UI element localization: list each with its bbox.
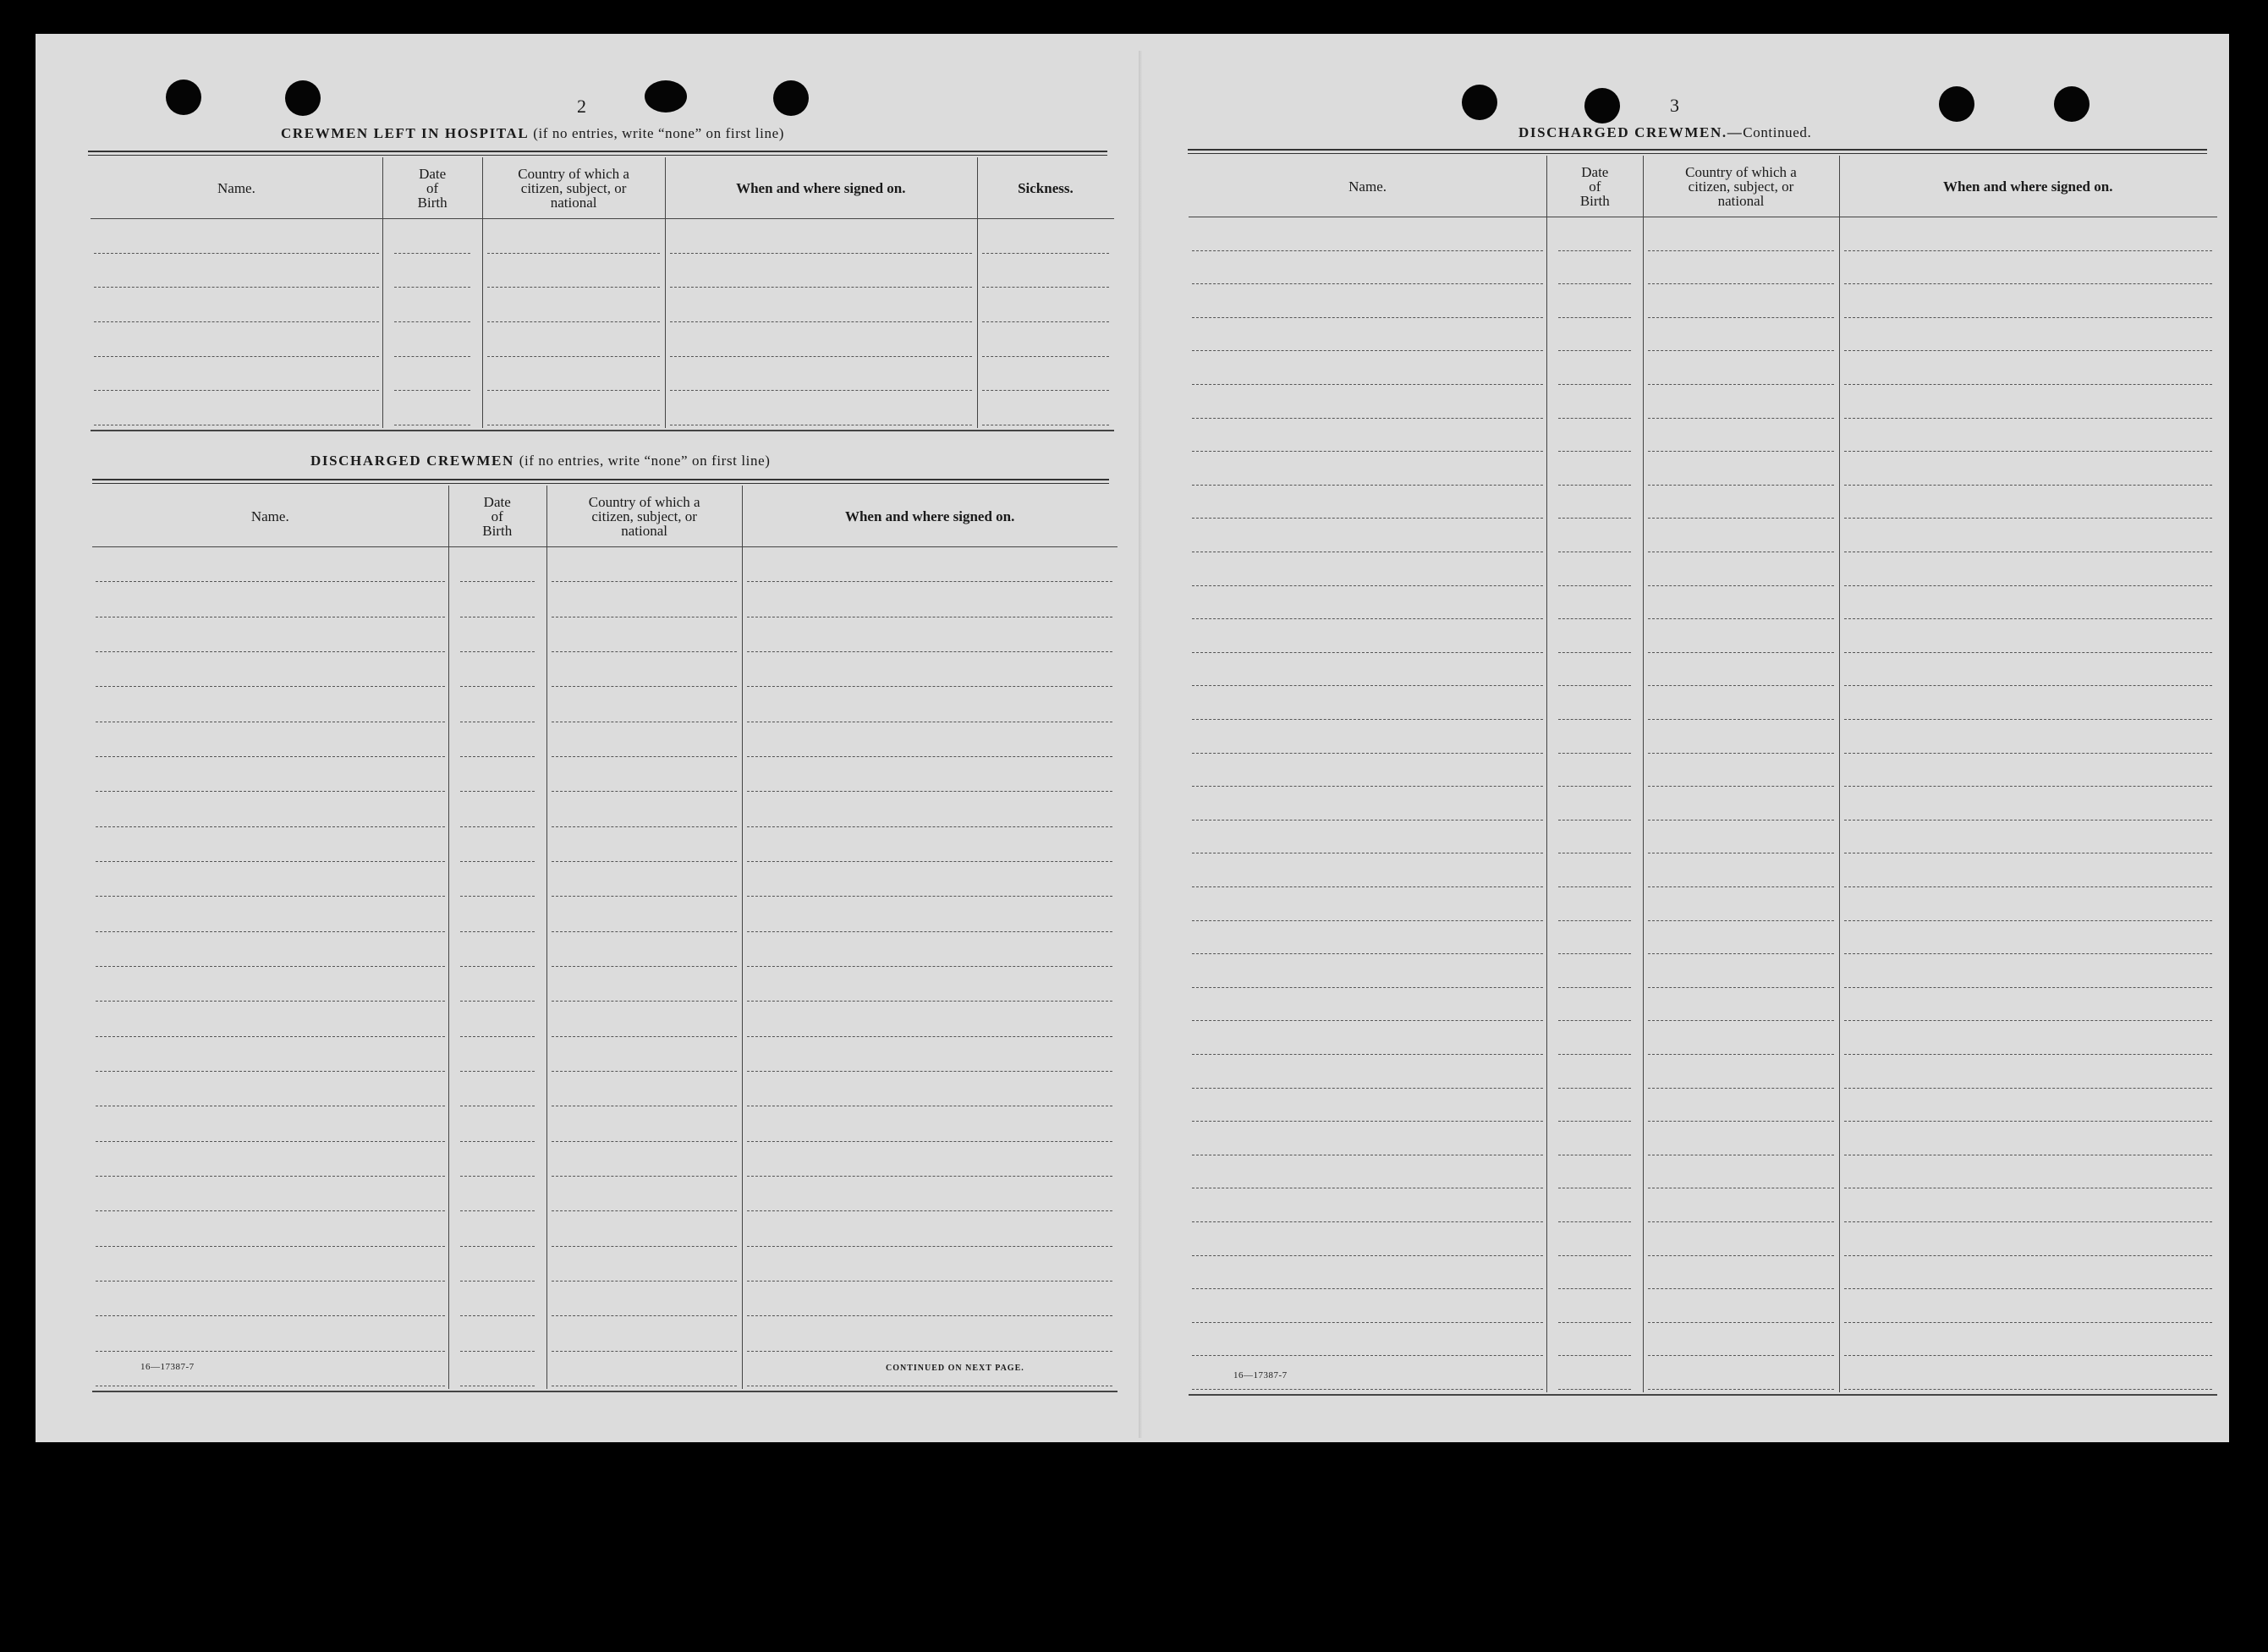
entry-line: [1558, 1121, 1631, 1122]
column-header-0: Name.: [250, 508, 289, 524]
entry-line: [552, 1315, 737, 1316]
entry-line: [1192, 1389, 1543, 1390]
entry-line: [1558, 685, 1631, 686]
entry-line: [460, 1001, 535, 1002]
entry-line: [1648, 283, 1833, 284]
entry-line: [1844, 1355, 2212, 1356]
entry-line: [747, 1001, 1112, 1002]
entry-line: [94, 390, 379, 391]
entry-line: [96, 1036, 445, 1037]
entry-line: [1844, 518, 2212, 519]
entry-line: [1844, 786, 2212, 787]
entry-line: [552, 1281, 737, 1282]
entry-line: [1192, 317, 1543, 318]
entry-line: [552, 1210, 737, 1211]
hospital-table: [91, 157, 1114, 428]
entry-line: [1192, 1322, 1543, 1323]
discharged-continued-text: DISCHARGED CREWMEN.—: [1518, 124, 1744, 140]
entry-line: [747, 1351, 1112, 1352]
entry-line: [1192, 350, 1543, 351]
entry-line: [747, 1176, 1112, 1177]
entry-line: [1192, 1255, 1543, 1256]
entry-line: [460, 896, 535, 897]
entry-line: [1192, 786, 1543, 787]
entry-line: [1844, 1221, 2212, 1222]
entry-line: [1844, 1255, 2212, 1256]
entry-line: [94, 356, 379, 357]
right-page: [1142, 34, 2229, 1442]
entry-line: [1844, 1322, 2212, 1323]
entry-line: [670, 321, 972, 322]
entry-line: [94, 253, 379, 254]
entry-line: [1648, 317, 1833, 318]
entry-line: [394, 321, 471, 322]
entry-line: [552, 756, 737, 757]
column-header-3: When and where signed on.: [736, 179, 906, 196]
entry-line: [96, 931, 445, 932]
column-divider: [546, 486, 547, 1389]
entry-line: [1648, 1255, 1833, 1256]
entry-line: [1648, 585, 1833, 586]
column-divider: [1643, 156, 1644, 1392]
hospital-title-rule: [88, 151, 1107, 156]
entry-line: [552, 581, 737, 582]
entry-line: [1844, 384, 2212, 385]
entry-line: [96, 1246, 445, 1247]
table-bottom-rule: [91, 430, 1114, 431]
entry-line: [747, 861, 1112, 862]
entry-line: [460, 791, 535, 792]
entry-line: [552, 651, 737, 652]
entry-line: [1844, 753, 2212, 754]
punch-hole-icon: [645, 80, 687, 113]
entry-line: [1648, 1355, 1833, 1356]
entry-line: [1192, 451, 1543, 452]
hospital-note-close: ” on first line): [695, 125, 784, 141]
entry-line: [552, 861, 737, 862]
entry-line: [747, 896, 1112, 897]
entry-line: [1844, 1121, 2212, 1122]
entry-line: [1844, 1054, 2212, 1055]
entry-line: [1648, 953, 1833, 954]
entry-line: [487, 253, 659, 254]
entry-line: [460, 861, 535, 862]
entry-line: [1558, 485, 1631, 486]
entry-line: [1558, 1322, 1631, 1323]
entry-line: [1844, 685, 2212, 686]
entry-line: [1558, 585, 1631, 586]
entry-line: [1844, 350, 2212, 351]
entry-line: [747, 1246, 1112, 1247]
column-divider: [448, 486, 449, 1389]
entry-line: [1558, 786, 1631, 787]
entry-line: [747, 791, 1112, 792]
entry-line: [1558, 953, 1631, 954]
entry-line: [747, 651, 1112, 652]
entry-line: [1192, 1121, 1543, 1122]
entry-line: [1558, 384, 1631, 385]
entry-line: [552, 896, 737, 897]
entry-line: [1192, 618, 1543, 619]
entry-line: [1558, 350, 1631, 351]
hospital-note-none: none: [665, 125, 695, 141]
entry-line: [1648, 719, 1833, 720]
entry-line: [1558, 1288, 1631, 1289]
entry-line: [1648, 1121, 1833, 1122]
entry-line: [1844, 485, 2212, 486]
entry-line: [96, 1141, 445, 1142]
entry-line: [982, 253, 1109, 254]
entry-line: [1648, 350, 1833, 351]
entry-line: [552, 966, 737, 967]
discharged-note-none: none: [651, 453, 682, 469]
entry-line: [460, 931, 535, 932]
entry-line: [96, 686, 445, 687]
punch-hole-icon: [773, 80, 809, 116]
entry-line: [1558, 1355, 1631, 1356]
right-discharged-table: [1189, 156, 2217, 1392]
entry-line: [487, 321, 659, 322]
entry-line: [1192, 1020, 1543, 1021]
column-divider: [1839, 156, 1840, 1392]
entry-line: [1558, 987, 1631, 988]
entry-line: [670, 356, 972, 357]
entry-line: [747, 1315, 1112, 1316]
entry-line: [1192, 283, 1543, 284]
entry-line: [460, 1036, 535, 1037]
entry-line: [1648, 987, 1833, 988]
entry-line: [1558, 1389, 1631, 1390]
continued-suffix: Continued.: [1743, 124, 1812, 140]
entry-line: [96, 756, 445, 757]
entry-line: [1844, 1389, 2212, 1390]
entry-line: [460, 1071, 535, 1072]
entry-line: [94, 287, 379, 288]
entry-line: [747, 931, 1112, 932]
entry-line: [982, 321, 1109, 322]
entry-line: [1648, 518, 1833, 519]
entry-line: [1558, 418, 1631, 419]
entry-line: [670, 287, 972, 288]
entry-line: [1192, 1355, 1543, 1356]
entry-line: [460, 1141, 535, 1142]
entry-line: [552, 1176, 737, 1177]
entry-line: [1558, 1255, 1631, 1256]
entry-line: [552, 826, 737, 827]
entry-line: [394, 287, 471, 288]
column-divider: [1546, 156, 1547, 1392]
entry-line: [1844, 283, 2212, 284]
page-number: 2: [577, 96, 586, 117]
column-divider: [742, 486, 743, 1389]
discharged-title-text: DISCHARGED CREWMEN: [310, 453, 514, 469]
entry-line: [487, 356, 659, 357]
entry-line: [1558, 283, 1631, 284]
entry-line: [747, 1141, 1112, 1142]
entry-line: [1844, 719, 2212, 720]
entry-line: [1558, 1054, 1631, 1055]
entry-line: [1558, 317, 1631, 318]
left-page: [36, 34, 1144, 1442]
entry-line: [96, 826, 445, 827]
entry-line: [394, 253, 471, 254]
discharged-note-close: ” on first line): [681, 453, 771, 469]
entry-line: [1192, 1221, 1543, 1222]
entry-line: [1558, 753, 1631, 754]
header-rule: [91, 218, 1114, 219]
entry-line: [1558, 886, 1631, 887]
entry-line: [1558, 1221, 1631, 1222]
punch-hole-icon: [1584, 88, 1620, 123]
entry-line: [1844, 920, 2212, 921]
entry-line: [96, 1351, 445, 1352]
entry-line: [1558, 1088, 1631, 1089]
entry-line: [982, 390, 1109, 391]
punch-hole-icon: [1939, 86, 1974, 122]
table-bottom-rule: [1189, 1394, 2217, 1396]
column-header-2: Country of which a citizen, subject, or national: [1685, 163, 1797, 209]
entry-line: [1558, 652, 1631, 653]
entry-line: [1192, 1088, 1543, 1089]
entry-line: [460, 1281, 535, 1282]
entry-line: [552, 1036, 737, 1037]
form-code: 16—17387-7: [140, 1362, 195, 1372]
entry-line: [96, 861, 445, 862]
column-header-2: Country of which a citizen, subject, or national: [518, 165, 629, 211]
entry-line: [1648, 250, 1833, 251]
entry-line: [1648, 920, 1833, 921]
entry-line: [1192, 652, 1543, 653]
column-header-3: When and where signed on.: [1943, 178, 2113, 195]
entry-line: [1192, 719, 1543, 720]
entry-line: [1648, 1088, 1833, 1089]
entry-line: [1192, 1288, 1543, 1289]
hospital-title-text: CREWMEN LEFT IN HOSPITAL: [281, 125, 529, 141]
entry-line: [747, 1281, 1112, 1282]
hospital-title-note: [533, 125, 784, 141]
entry-line: [460, 826, 535, 827]
entry-line: [552, 1071, 737, 1072]
entry-line: [96, 1001, 445, 1002]
entry-line: [982, 287, 1109, 288]
entry-line: [96, 1281, 445, 1282]
entry-line: [982, 356, 1109, 357]
entry-line: [1648, 485, 1833, 486]
entry-line: [1192, 753, 1543, 754]
entry-line: [1844, 1288, 2212, 1289]
entry-line: [1844, 250, 2212, 251]
column-header-1: Date of Birth: [417, 165, 448, 211]
entry-line: [1648, 1322, 1833, 1323]
entry-line: [1192, 418, 1543, 419]
discharged-note-open: (if no entries, write “: [519, 453, 651, 469]
entry-line: [552, 931, 737, 932]
entry-line: [552, 1351, 737, 1352]
entry-line: [1648, 786, 1833, 787]
page-number: 3: [1670, 95, 1679, 116]
column-header-1: Date of Birth: [482, 493, 513, 539]
entry-line: [460, 1315, 535, 1316]
continued-title-rule: [1188, 149, 2207, 154]
entry-line: [1844, 585, 2212, 586]
entry-line: [1192, 585, 1543, 586]
entry-line: [1558, 518, 1631, 519]
discharged-title-note: [519, 453, 771, 469]
column-header-4: Sickness.: [1018, 179, 1074, 196]
header-rule: [92, 546, 1118, 547]
column-header-0: Name.: [217, 179, 255, 196]
entry-line: [1648, 753, 1833, 754]
entry-line: [96, 1176, 445, 1177]
column-header-0: Name.: [1348, 178, 1387, 195]
entry-line: [1648, 384, 1833, 385]
entry-line: [1648, 451, 1833, 452]
entry-line: [1558, 920, 1631, 921]
left-discharged-table: [92, 486, 1118, 1389]
entry-line: [96, 651, 445, 652]
entry-line: [1192, 987, 1543, 988]
entry-line: [670, 253, 972, 254]
entry-line: [460, 1176, 535, 1177]
entry-line: [1844, 1088, 2212, 1089]
entry-line: [747, 1210, 1112, 1211]
hospital-section-title: [281, 125, 784, 142]
entry-line: [1192, 685, 1543, 686]
entry-line: [460, 686, 535, 687]
entry-line: [460, 651, 535, 652]
entry-line: [1558, 820, 1631, 821]
entry-line: [1648, 618, 1833, 619]
entry-line: [460, 756, 535, 757]
entry-line: [1648, 418, 1833, 419]
entry-line: [1192, 886, 1543, 887]
entry-line: [96, 966, 445, 967]
entry-line: [747, 826, 1112, 827]
punch-hole-icon: [2054, 86, 2090, 122]
entry-line: [1648, 1020, 1833, 1021]
entry-line: [1844, 418, 2212, 419]
entry-line: [1648, 1389, 1833, 1390]
entry-line: [1648, 685, 1833, 686]
entry-line: [747, 1071, 1112, 1072]
entry-line: [1844, 886, 2212, 887]
entry-line: [1558, 719, 1631, 720]
entry-line: [1648, 1221, 1833, 1222]
entry-line: [487, 390, 659, 391]
entry-line: [1844, 317, 2212, 318]
entry-line: [1558, 250, 1631, 251]
entry-line: [394, 390, 471, 391]
entry-line: [96, 791, 445, 792]
entry-line: [460, 1246, 535, 1247]
entry-line: [552, 686, 737, 687]
entry-line: [1192, 485, 1543, 486]
entry-line: [1192, 1054, 1543, 1055]
entry-line: [1648, 886, 1833, 887]
entry-line: [1844, 652, 2212, 653]
entry-line: [1558, 1020, 1631, 1021]
entry-line: [1844, 618, 2212, 619]
entry-line: [1192, 953, 1543, 954]
entry-line: [1844, 987, 2212, 988]
entry-line: [1648, 1288, 1833, 1289]
entry-line: [460, 966, 535, 967]
entry-line: [747, 686, 1112, 687]
entry-line: [460, 1210, 535, 1211]
entry-line: [460, 581, 535, 582]
entry-line: [94, 321, 379, 322]
entry-line: [1648, 652, 1833, 653]
entry-line: [747, 581, 1112, 582]
entry-line: [96, 1071, 445, 1072]
column-header-3: When and where signed on.: [844, 508, 1015, 524]
entry-line: [747, 756, 1112, 757]
entry-line: [96, 1315, 445, 1316]
entry-line: [1192, 518, 1543, 519]
entry-line: [1192, 820, 1543, 821]
entry-line: [1844, 953, 2212, 954]
entry-line: [552, 1141, 737, 1142]
punch-hole-icon: [166, 80, 201, 115]
entry-line: [96, 581, 445, 582]
entry-line: [552, 791, 737, 792]
hospital-note-open: (if no entries, write “: [533, 125, 666, 141]
entry-line: [747, 966, 1112, 967]
entry-line: [747, 1036, 1112, 1037]
discharged-title-rule: [92, 479, 1109, 484]
column-header-2: Country of which a citizen, subject, or national: [588, 493, 700, 539]
entry-line: [1844, 820, 2212, 821]
continued-note: CONTINUED ON NEXT PAGE.: [886, 1364, 1024, 1373]
column-header-1: Date of Birth: [1579, 163, 1610, 209]
entry-line: [670, 390, 972, 391]
entry-line: [1558, 451, 1631, 452]
entry-line: [96, 1210, 445, 1211]
entry-line: [487, 287, 659, 288]
entry-line: [96, 896, 445, 897]
entry-line: [1192, 250, 1543, 251]
discharged-section-title: [310, 453, 770, 469]
entry-line: [1192, 384, 1543, 385]
entry-line: [1192, 920, 1543, 921]
entry-line: [552, 1001, 737, 1002]
form-code: 16—17387-7: [1233, 1370, 1288, 1380]
entry-line: [1844, 451, 2212, 452]
entry-line: [460, 1351, 535, 1352]
punch-hole-icon: [1462, 85, 1497, 120]
entry-line: [1648, 820, 1833, 821]
punch-hole-icon: [285, 80, 321, 116]
entry-line: [1648, 1054, 1833, 1055]
entry-line: [552, 1246, 737, 1247]
entry-line: [394, 356, 471, 357]
entry-line: [1844, 1020, 2212, 1021]
entry-line: [1558, 618, 1631, 619]
discharged-continued-title: [1518, 124, 1811, 141]
table-bottom-rule: [92, 1391, 1118, 1392]
